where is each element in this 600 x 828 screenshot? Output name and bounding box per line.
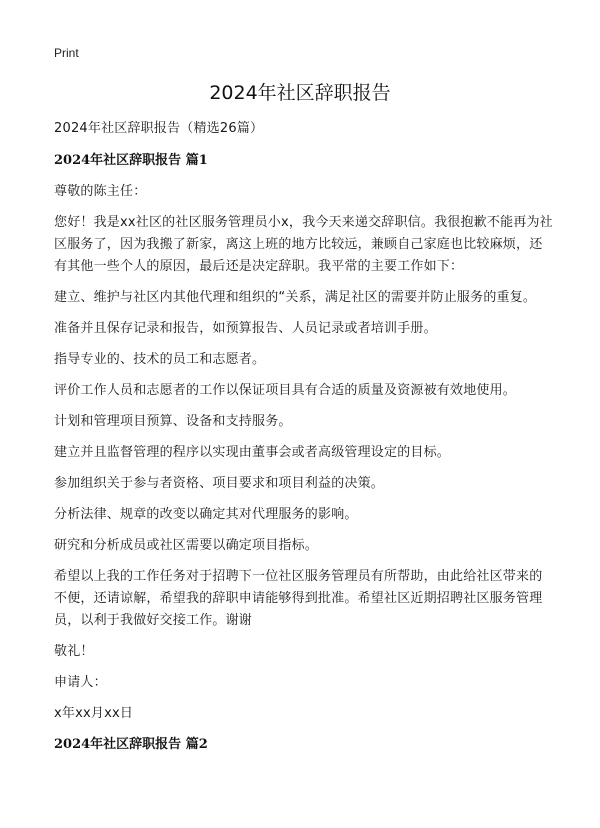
print-link[interactable]: Print [54,46,79,60]
applicant-label: 申请人： [54,675,107,690]
paragraph-duty-8: 分析法律、规章的改变以确定其对代理服务的影响。 [54,507,358,522]
document-subtitle: 2024年社区辞职报告（精选26篇） [54,121,264,136]
paragraph-duty-4: 评价工作人员和志愿者的工作以保证项目具有合适的质量及资源被有效地使用。 [54,383,517,398]
paragraph-duty-3: 指导专业的、技术的员工和志愿者。 [54,352,266,367]
closing: 敬礼！ [54,644,94,659]
paragraph-duty-5: 计划和管理项目预算、设备和支持服务。 [54,414,292,429]
paragraph-duty-2: 准备并且保存记录和报告，如预算报告、人员记录或者培训手册。 [54,321,437,336]
paragraph-duty-9: 研究和分析成员或社区需要以确定项目指标。 [54,538,319,553]
paragraph-duty-7: 参加组织关于参与者资格、项目要求和项目利益的决策。 [54,476,385,491]
paragraph-duty-1: 建立、维护与社区内其他代理和组织的“关系，满足社区的需要并防止服务的重复。 [54,290,537,305]
section-heading-2: 2024年社区辞职报告 篇2 [54,737,208,752]
salutation: 尊敬的陈主任： [54,184,147,199]
section-heading-1: 2024年社区辞职报告 篇1 [54,153,208,168]
date-line: x年xx月xx日 [54,706,134,721]
paragraph-duty-6: 建立并且监督管理的程序以实现由董事会或者高级管理设定的目标。 [54,445,451,460]
paragraph-conclusion: 希望以上我的工作任务对于招聘下一位社区服务管理员有所帮助，由此给社区带来的不便，还请谅解，希望我的辞职申请能够得到批准。希望社区近期招聘社区服务管理员，以利于我做好交接工作。谢谢 [54,569,543,628]
paragraph-intro: 您好！我是xx社区的社区服务管理员小x，我今天来递交辞职信。我很抱歉不能再为社区服务了，因为我搬了新家，离这上班的地方比较远，兼顾自己家庭也比较麻烦，还有其他一些个人的原因，最后还是决定辞职。我平常的主要工作如下： [54,215,553,274]
page-title: 2024年社区辞职报告 [209,82,391,104]
document-body [54,118,554,765]
